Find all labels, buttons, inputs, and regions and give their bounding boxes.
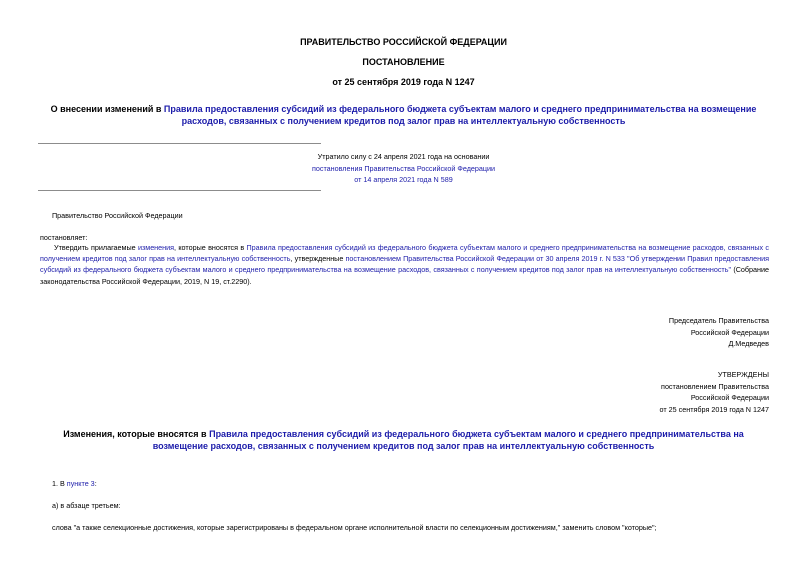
repeal-decree-date-link[interactable]: от 14 апреля 2021 года N 589 xyxy=(354,175,453,184)
change-item-1: 1. В пункте 3: xyxy=(52,479,97,488)
signature-org: Российской Федерации xyxy=(690,327,769,337)
approved-date: от 25 сентября 2019 года N 1247 xyxy=(659,404,769,414)
government-rf: Правительство Российской Федерации xyxy=(52,211,183,220)
changes-title xyxy=(38,428,769,452)
rules-link[interactable]: Правила предоставления субсидий из федерального бюджета субъектам малого и среднего предпринимательства на возмещение расходов, связанных с получением кредитов под залог прав на интеллектуальную собственность xyxy=(40,243,769,264)
status-note xyxy=(300,151,507,186)
postanovlyaet: постановляет: xyxy=(40,233,88,242)
changes-title-prefix: Изменения, которые вносятся в xyxy=(63,429,210,439)
resolution-paragraph: Утвердить прилагаемые изменения, которые вносятся в Правила предоставления субсидий из федерального бюджета субъектам малого и среднего предпринимательства на возмещение расходов, связанных с получением кредитов под залог прав на интеллектуальную собственность, утвержденные постановлением Правительства Российской Федерации от 30 апреля 2019 г. N 533 "Об утверждении Правил предоставления субсидий из федерального бюджета субъектам малого и среднего предпринимательства на возмещение расходов, связанных с получением кредитов под залог прав на интеллектуальную собственность" (Собрание законодательства Российской Федерации, 2019, N 19, ст.2290). xyxy=(40,243,770,286)
changes-link[interactable]: изменения xyxy=(137,243,175,252)
change-words: слова "а также селекционные достижения, которые зарегистрированы в федеральном органе исполнительной власти по селекционным достижениям," заменить словом "которые"; xyxy=(52,523,657,532)
signature-name: Д.Медведев xyxy=(728,339,769,348)
approved-label: УТВЕРЖДЕНЫ xyxy=(717,370,769,379)
document-date-number: от 25 сентября 2019 года N 1247 xyxy=(332,77,475,87)
signature-position: Председатель Правительства xyxy=(668,316,769,325)
signature-block xyxy=(669,315,769,350)
approved-org: Российской Федерации xyxy=(690,393,769,402)
approved-block xyxy=(660,369,769,415)
status-note-line: Утратило силу с 24 апреля 2021 года на основании xyxy=(317,152,490,161)
title-rules-link[interactable]: Правила предоставления субсидий из федерального бюджета субъектам малого и среднего предпринимательства на возмещение расходов, связанных с получением кредитов под залог прав на интеллектуальную собственность xyxy=(163,104,757,126)
repeal-decree-link[interactable]: постановления Правительства Российской Федерации xyxy=(311,163,496,173)
divider-bottom xyxy=(38,190,321,191)
decree-533-link[interactable]: постановлением Правительства Российской Федерации от 30 апреля 2019 г. N 533 "Об утверждении Правил предоставления субсидий из федерального бюджета субъектам малого и среднего предпринимательства на возмещение расходов, связанных с получением кредитов под залог прав на интеллектуальную собственность" xyxy=(40,254,770,275)
title-prefix: О внесении изменений в xyxy=(50,104,164,114)
point-3-link[interactable]: пункте 3 xyxy=(66,479,95,488)
government-heading: ПРАВИТЕЛЬСТВО РОССИЙСКОЙ ФЕДЕРАЦИИ xyxy=(300,37,507,47)
approved-by: постановлением Правительства xyxy=(661,381,769,391)
change-subitem-a: а) в абзаце третьем: xyxy=(52,501,121,510)
document-title xyxy=(50,103,757,127)
document-type: ПОСТАНОВЛЕНИЕ xyxy=(362,57,445,67)
changes-title-rules-link[interactable]: Правила предоставления субсидий из федерального бюджета субъектам малого и среднего предпринимательства на возмещение расходов, связанных с получением кредитов под залог прав на интеллектуальную собственность xyxy=(152,429,744,451)
divider-top xyxy=(38,143,321,144)
